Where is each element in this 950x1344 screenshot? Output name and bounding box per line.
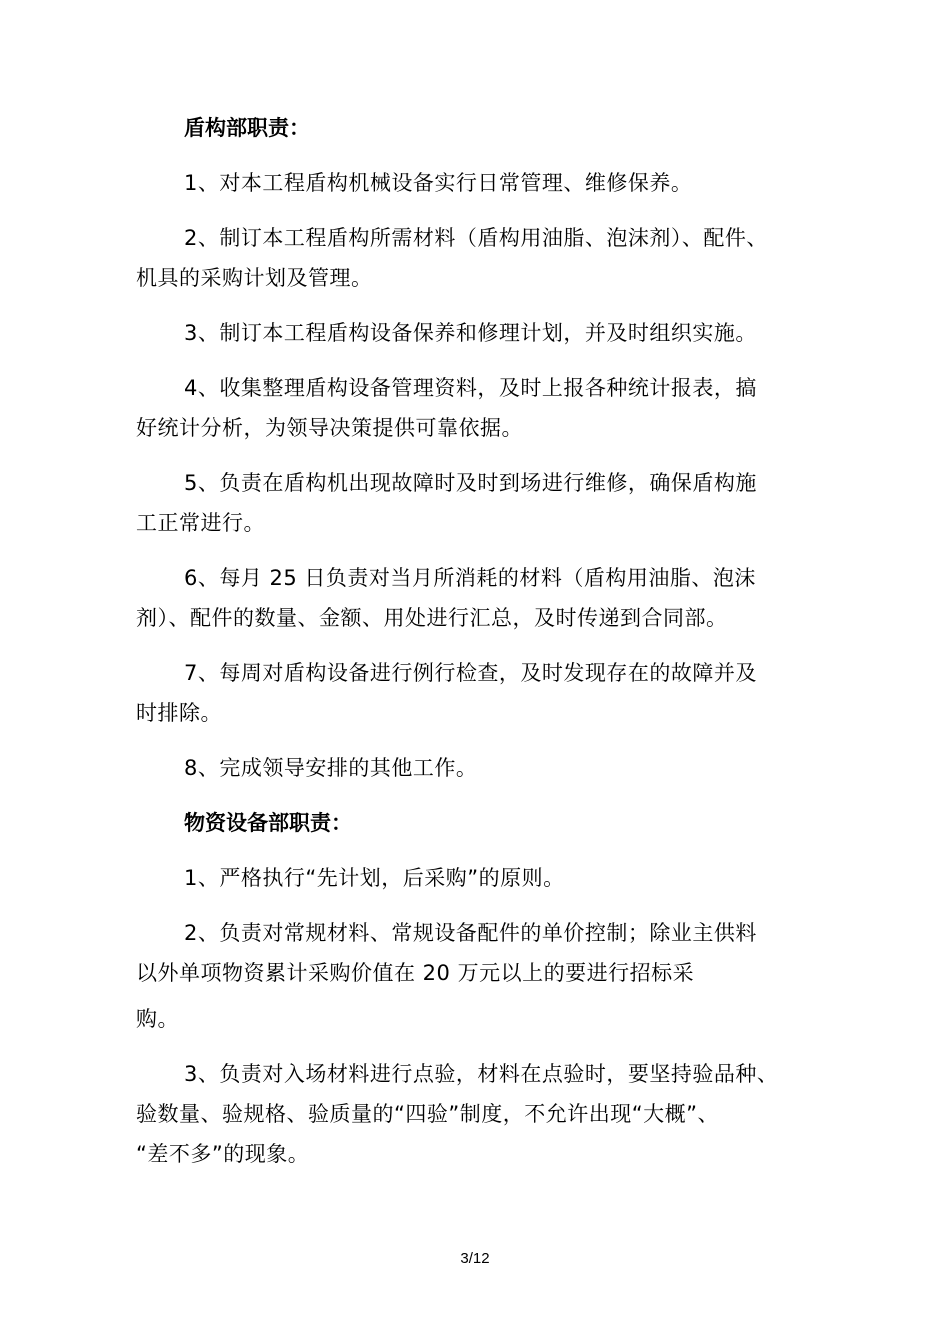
- paragraph-line: 剂）、配件的数量、金额、用处进行汇总，及时传递到合同部。: [136, 606, 728, 630]
- document-body: [136, 108, 826, 1189]
- paragraph-line: 7、每周对盾构设备进行例行检查，及时发现存在的故障并及: [184, 661, 757, 685]
- paragraph-line: 8、完成领导安排的其他工作。: [184, 756, 478, 780]
- paragraph: [136, 748, 826, 788]
- paragraph-line: 机具的采购计划及管理。: [136, 266, 373, 290]
- paragraph-line: 2、负责对常规材料、常规设备配件的单价控制；除业主供料: [184, 921, 757, 945]
- section-heading-materials: 物资设备部职责：: [184, 811, 352, 835]
- paragraph: [136, 463, 826, 543]
- paragraph: [136, 218, 826, 298]
- paragraph-line: 1、对本工程盾构机械设备实行日常管理、维修保养。: [184, 171, 693, 195]
- paragraph-line: 2、制订本工程盾构所需材料（盾构用油脂、泡沫剂）、配件、: [184, 226, 768, 250]
- paragraph-line: 好统计分析，为领导决策提供可靠依据。: [136, 416, 523, 440]
- paragraph-line: 3、制订本工程盾构设备保养和修理计划，并及时组织实施。: [184, 321, 757, 345]
- paragraph-line: 4、收集整理盾构设备管理资料，及时上报各种统计报表，搞: [184, 376, 757, 400]
- paragraph: [136, 653, 826, 733]
- paragraph-line: 以外单项物资累计采购价值在 20 万元以上的要进行招标采: [136, 961, 695, 985]
- paragraph-line: 5、负责在盾构机出现故障时及时到场进行维修，确保盾构施: [184, 471, 757, 495]
- paragraph-line: 1、严格执行“先计划，后采购”的原则。: [184, 866, 565, 890]
- paragraph-line: 购。: [136, 1007, 179, 1031]
- paragraph-line: “差不多”的现象。: [136, 1142, 310, 1166]
- paragraph-line: 6、每月 25 日负责对当月所消耗的材料（盾构用油脂、泡沫: [184, 566, 756, 590]
- section-heading-shield: 盾构部职责：: [184, 116, 310, 140]
- paragraph: [136, 558, 826, 638]
- paragraph-line: 验数量、验规格、验质量的“四验”制度，不允许出现“大概”、: [136, 1102, 720, 1126]
- paragraph-line: 3、负责对入场材料进行点验，材料在点验时，要坚持验品种、: [184, 1062, 779, 1086]
- paragraph-line: 时排除。: [136, 701, 222, 725]
- paragraph: [136, 913, 826, 1039]
- page-number: 3/12: [460, 1250, 490, 1267]
- paragraph: [136, 368, 826, 448]
- paragraph: [136, 163, 826, 203]
- paragraph-line: 工正常进行。: [136, 511, 265, 535]
- paragraph: [136, 858, 826, 898]
- paragraph: [136, 1054, 826, 1174]
- paragraph: [136, 313, 826, 353]
